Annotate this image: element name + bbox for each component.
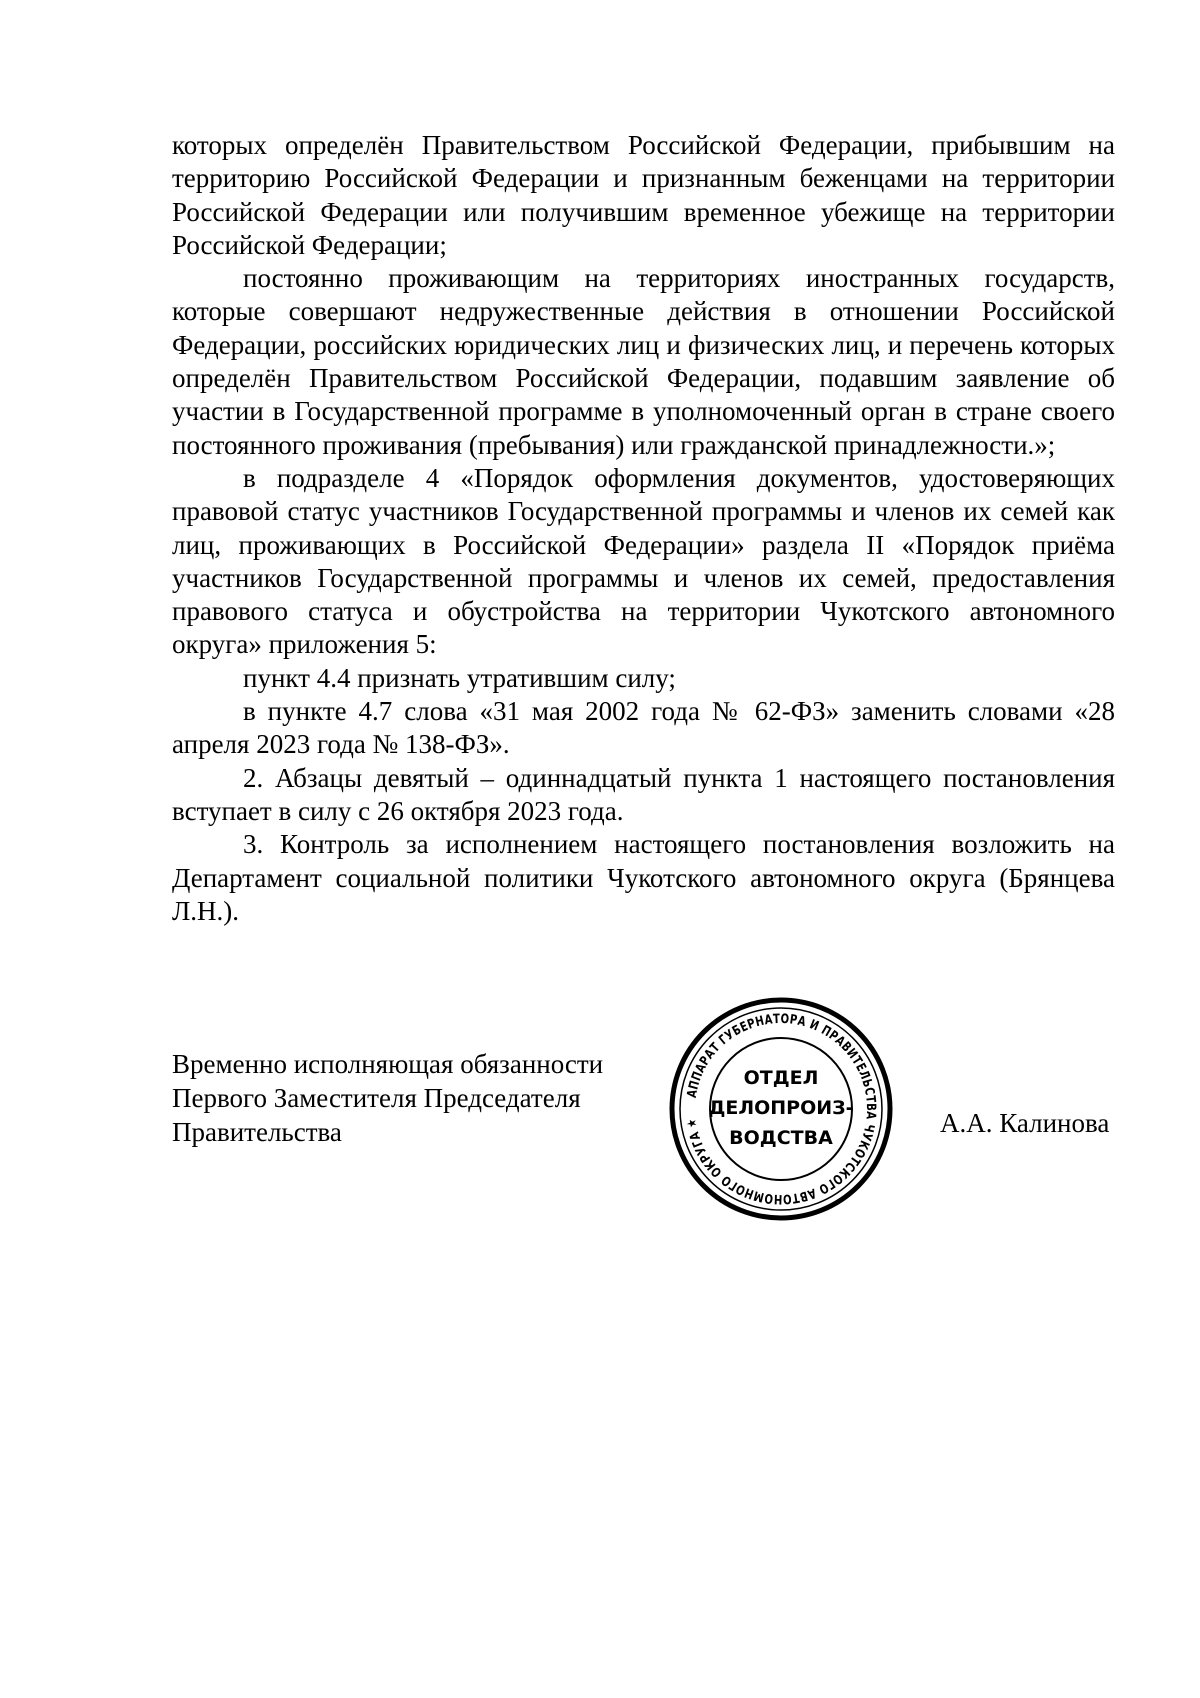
- paragraph-item-2: 2. Абзацы девятый – одиннадцатый пункта 1 настоящего постановления вступает в силу с 26 октября 2023 года.: [172, 762, 1115, 826]
- paragraph-clause-4-4: пункт 4.4 признать утратившим силу;: [243, 662, 676, 693]
- stamp-center-line: ВОДСТВА: [729, 1127, 833, 1149]
- official-stamp: [668, 996, 894, 1222]
- paragraph-continuation: которых определён Правительством Российской Федерации, прибывшим на территорию Российской Федерации и признанным беженцами на территории Российской Федерации или получившим временное убежище на территории Российской Федерации;: [172, 130, 1115, 260]
- stamp-center-line: ДЕЛОПРОИЗ-: [708, 1097, 854, 1119]
- paragraph-subsection-4: в подразделе 4 «Порядок оформления документов, удостоверяющих правовой статус участников Государственной программы и членов их семей как лиц, проживающих в Российской Федерации» раздела II «Порядок приёма участников Государственной программы и членов их семей, предоставления правового статуса и обустройства на территории Чукотского автономного округа» приложения 5:: [172, 462, 1115, 660]
- signatory-title: [172, 1047, 603, 1149]
- signatory-name: А.А. Калинова: [940, 1108, 1110, 1138]
- document-body: [172, 129, 1115, 928]
- signatory-title-line: Временно исполняющая обязанности: [172, 1049, 604, 1079]
- stamp-center-line: ОТДЕЛ: [743, 1067, 819, 1089]
- signatory-title-line: Правительства: [172, 1117, 342, 1147]
- stamp-ring-text: АППАРАТ ГУБЕРНАТОРА И ПРАВИТЕЛЬСТВА ЧУКОТСКОГО АВТОНОМНОГО ОКРУГА ★: [684, 1011, 879, 1207]
- paragraph-unfriendly-states: постоянно проживающим на территориях иностранных государств, которые совершают недружественные действия в отношении Российской Федерации, российских юридических лиц и физических лиц, и перечень которых определён Правительством Российской Федерации, подавшим заявление об участии в Государственной программе в уполномоченный орган в стране своего постоянного проживания (пребывания) или гражданской принадлежности.»;: [172, 263, 1115, 460]
- paragraph-item-3: 3. Контроль за исполнением настоящего постановления возложить на Департамент социальной политики Чукотского автономного округа (Брянцева Л.Н.).: [172, 829, 1115, 926]
- signatory-title-line: Первого Заместителя Председателя: [172, 1083, 581, 1113]
- paragraph-clause-4-7: в пункте 4.7 слова «31 мая 2002 года № 62-ФЗ» заменить словами «28 апреля 2023 года № 138-ФЗ».: [172, 696, 1115, 760]
